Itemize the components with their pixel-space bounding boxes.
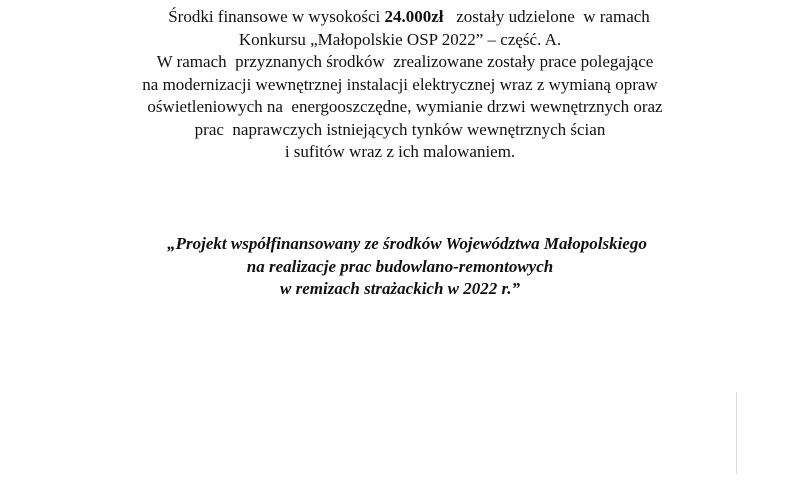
works-line-1: W ramach przyznanych środków zrealizowane zostały prace polegające bbox=[152, 52, 654, 71]
funding-line-2: Konkursu „Małopolskie OSP 2022” – część. A. bbox=[238, 29, 562, 49]
cofinancing-note bbox=[0, 233, 800, 301]
works-line-3: oświetleniowych na energooszczędne, wymianie drzwi wewnętrznych oraz bbox=[147, 97, 663, 116]
cofinancing-line-1: „Projekt współfinansowany ze środków Województwa Małopolskiego bbox=[167, 234, 647, 253]
funding-line-1 bbox=[0, 6, 800, 29]
funding-line-1-post: zostały udzielone w ramach bbox=[443, 7, 650, 26]
works-line-4: prac naprawczych istniejących tynków wewnętrznych ścian bbox=[194, 119, 606, 139]
works-line-5: i sufitów wraz z ich malowaniem. bbox=[284, 142, 516, 161]
funding-paragraph bbox=[0, 6, 800, 164]
cofinancing-line-3: w remizach strażackich w 2022 r.” bbox=[280, 279, 520, 298]
page-edge-line bbox=[736, 392, 737, 474]
funding-line-1-pre: Środki finansowe w wysokości bbox=[168, 7, 385, 26]
funding-amount: 24.000zł bbox=[384, 7, 444, 26]
cofinancing-line-2: na realizacje prac budowlano-remontowych bbox=[246, 256, 554, 276]
works-line-2: na modernizacji wewnętrznej instalacji elektrycznej wraz z wymianą opraw bbox=[142, 74, 658, 94]
